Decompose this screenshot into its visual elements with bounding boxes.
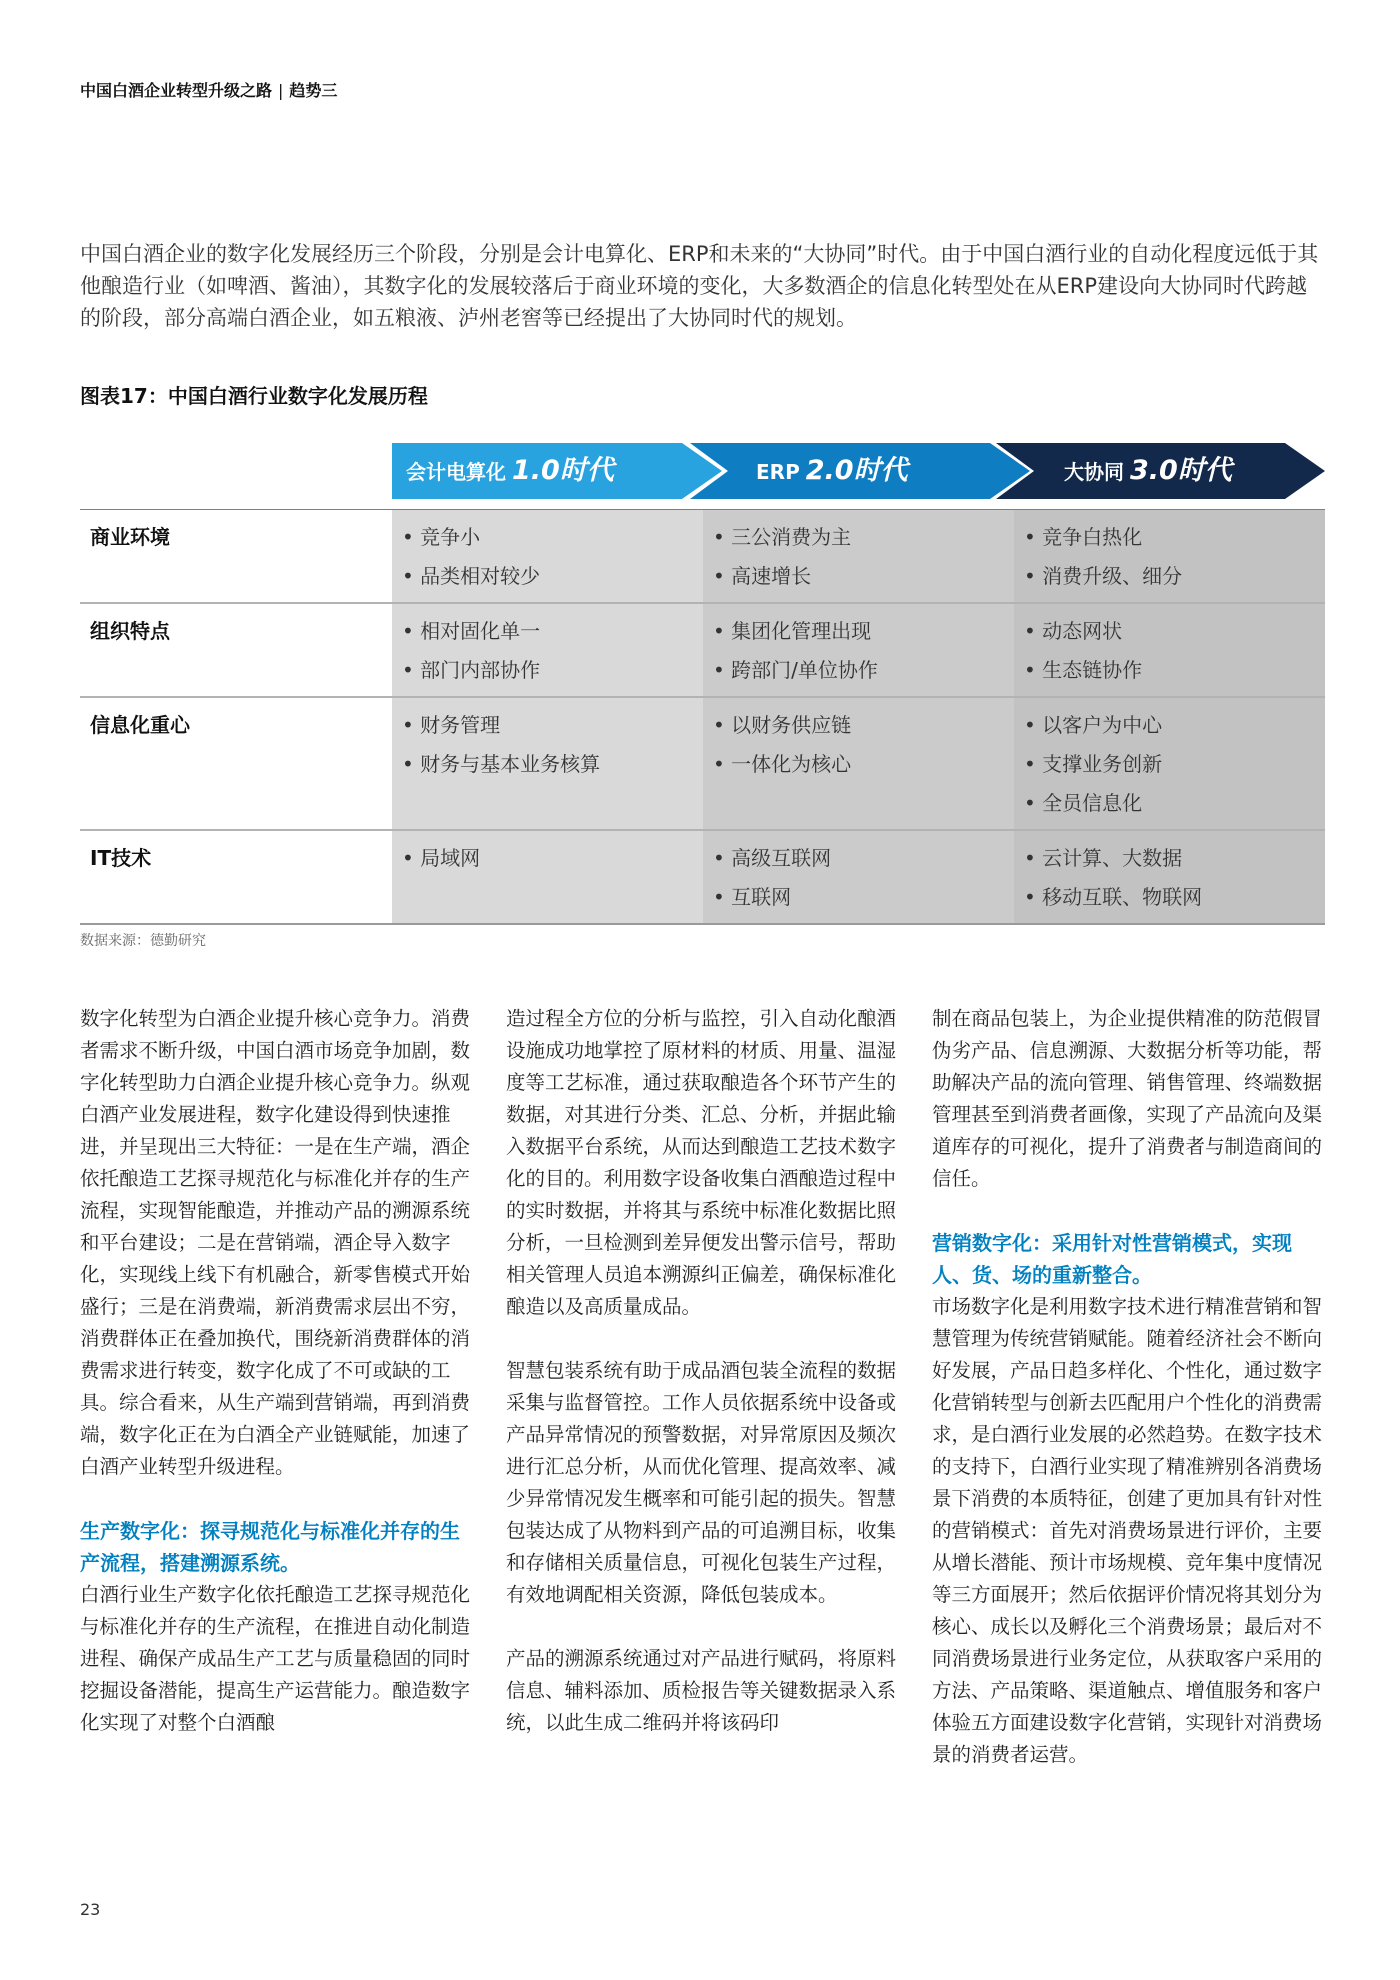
bullet-item: • 生态链协作 xyxy=(1024,651,1315,690)
table-row xyxy=(80,603,1325,697)
row-label: 商业环境 xyxy=(80,510,392,603)
stages-table xyxy=(80,510,1325,925)
stage-3-era: 3.0时代 xyxy=(1130,455,1232,486)
table-cell-c1 xyxy=(392,510,703,603)
table-cell-c1 xyxy=(392,603,703,697)
bullet-item: • 以财务供应链 xyxy=(713,706,1004,745)
figure-title: 图表17：中国白酒行业数字化发展历程 xyxy=(80,384,428,408)
table-cell-c3 xyxy=(1014,603,1325,697)
table-cell-c2 xyxy=(703,697,1014,830)
bullet-item: • 局域网 xyxy=(402,839,693,878)
bullet-item: • 相对固化单一 xyxy=(402,612,693,651)
column-left xyxy=(80,1003,475,1739)
table-cell-c3 xyxy=(1014,510,1325,603)
stage-arrow-1 xyxy=(392,443,722,499)
bullet-item: • 高速增长 xyxy=(713,557,1004,596)
stage-2-name: ERP xyxy=(756,460,800,484)
table-cell-c3 xyxy=(1014,697,1325,830)
bullet-item: • 竞争小 xyxy=(402,518,693,557)
bullet-item: • 财务管理 xyxy=(402,706,693,745)
bullet-item: • 一体化为核心 xyxy=(713,745,1004,784)
stage-1-name: 会计电算化 xyxy=(406,460,506,484)
left-paragraph-1: 数字化转型为白酒企业提升核心竞争力。消费者需求不断升级，中国白酒市场竞争加剧，数字化转型助力白酒企业提升核心竞争力。纵观白酒产业发展进程，数字化建设得到快速推进，并呈现出三大特征：一是在生产端，酒企依托酿造工艺探寻规范化与标准化并存的生产流程，实现智能酿造，并推动产品的溯源系统和平台建设；二是在营销端，酒企导入数字化，实现线上线下有机融合，新零售模式开始盛行；三是在消费端，新消费需求层出不穷，消费群体正在叠加换代，围绕新消费群体的消费需求进行转变，数字化成了不可或缺的工具。综合看来，从生产端到营销端，再到消费端，数字化正在为白酒全产业链赋能，加速了白酒产业转型升级进程。 xyxy=(80,1007,471,1478)
stage-1-era: 1.0时代 xyxy=(512,455,614,486)
stage-1-label xyxy=(406,443,614,499)
right-paragraph-1: 制在商品包装上，为企业提供精准的防范假冒伪劣产品、信息溯源、大数据分析等功能，帮助解决产品的流向管理、销售管理、终端数据管理甚至到消费者画像，实现了产品流向及渠道库存的可视化，提升了消费者与制造商间的信任。 xyxy=(932,1007,1323,1190)
column-right xyxy=(932,1003,1325,1771)
column-middle xyxy=(506,1003,901,1739)
table-cell-c1 xyxy=(392,697,703,830)
bullet-item: • 支撑业务创新 xyxy=(1024,745,1315,784)
bullet-item: • 动态网状 xyxy=(1024,612,1315,651)
bullet-item: • 财务与基本业务核算 xyxy=(402,745,693,784)
header-separator: | xyxy=(278,81,284,100)
bullet-item: • 品类相对较少 xyxy=(402,557,693,596)
bullet-item: • 互联网 xyxy=(713,878,1004,917)
mid-paragraph-1: 造过程全方位的分析与监控，引入自动化酿酒设施成功地掌控了原材料的材质、用量、温湿度等工艺标准，通过获取酿造各个环节产生的数据，对其进行分类、汇总、分析，并据此输入数据平台系统，从而达到酿造工艺技术数字化的目的。利用数字设备收集白酒酿造过程中的实时数据，并将其与系统中标准化数据比照分析，一旦检测到差异便发出警示信号，帮助相关管理人员追本溯源纠正偏差，确保标准化酿造以及高质量成品。 xyxy=(506,1007,897,1318)
stage-2-label xyxy=(756,443,908,499)
stage-arrow-3 xyxy=(996,443,1325,499)
header-section: 趋势三 xyxy=(289,81,338,100)
bullet-item: • 竞争白热化 xyxy=(1024,518,1315,557)
right-paragraph-2: 市场数字化是利用数字技术进行精准营销和智慧管理为传统营销赋能。随着经济社会不断向好发展，产品日趋多样化、个性化，通过数字化营销转型与创新去匹配用户个性化的消费需求，是白酒行业发展的必然趋势。在数字技术的支持下，白酒行业实现了精准辨别各消费场景下消费的本质特征，创建了更加具有针对性的营销模式：首先对消费场景进行评价，主要从增长潜能、预计市场规模、竞年集中度情况等三方面展开；然后依据评价情况将其划分为核心、成长以及孵化三个消费场景；最后对不同消费场景进行业务定位，从获取客户采用的方法、产品策略、渠道触点、增值服务和客户体验五方面建设数字化营销，实现针对消费场景的消费者运营。 xyxy=(932,1295,1323,1766)
bullet-item: • 三公消费为主 xyxy=(713,518,1004,557)
table-cell-c2 xyxy=(703,830,1014,924)
intro-paragraph: 中国白酒企业的数字化发展经历三个阶段，分别是会计电算化、ERP和未来的“大协同”时代。由于中国白酒行业的自动化程度远低于其他酿造行业（如啤酒、酱油），其数字化的发展较落后于商业环境的变化，大多数酒企的信息化转型处在从ERP建设向大协同时代跨越的阶段，部分高端白酒企业，如五粮液、泸州老窖等已经提出了大协同时代的规划。 xyxy=(80,242,1319,330)
bullet-item: • 跨部门/单位协作 xyxy=(713,651,1004,690)
table-cell-c3 xyxy=(1014,830,1325,924)
row-label: 组织特点 xyxy=(80,603,392,697)
bullet-item: • 以客户为中心 xyxy=(1024,706,1315,745)
bullet-item: • 消费升级、细分 xyxy=(1024,557,1315,596)
bullet-item: • 云计算、大数据 xyxy=(1024,839,1315,878)
stage-3-name: 大协同 xyxy=(1064,460,1124,484)
row-label: 信息化重心 xyxy=(80,697,392,830)
page-number: 23 xyxy=(80,1900,101,1919)
bullet-item: • 高级互联网 xyxy=(713,839,1004,878)
bullet-item: • 全员信息化 xyxy=(1024,784,1315,823)
running-header xyxy=(80,78,337,101)
stage-3-label xyxy=(1064,443,1232,499)
stage-2-era: 2.0时代 xyxy=(805,455,908,486)
row-label: IT技术 xyxy=(80,830,392,924)
bullet-item: • 集团化管理出现 xyxy=(713,612,1004,651)
header-title: 中国白酒企业转型升级之路 xyxy=(80,81,273,100)
table-cell-c2 xyxy=(703,510,1014,603)
figure-source: 数据来源：德勤研究 xyxy=(80,933,206,949)
table-cell-c2 xyxy=(703,603,1014,697)
left-heading-production: 生产数字化：探寻规范化与标准化并存的生产流程，搭建溯源系统。 xyxy=(80,1519,460,1575)
table-row xyxy=(80,697,1325,830)
right-heading-marketing: 营销数字化：采用针对性营销模式，实现人、货、场的重新整合。 xyxy=(932,1231,1292,1287)
left-paragraph-2: 白酒行业生产数字化依托酿造工艺探寻规范化与标准化并存的生产流程，在推进自动化制造进程、确保产成品生产工艺与质量稳固的同时挖掘设备潜能，提高生产运营能力。酿造数字化实现了对整个白酒酿 xyxy=(80,1583,471,1734)
table-row xyxy=(80,830,1325,924)
mid-paragraph-2: 智慧包装系统有助于成品酒包装全流程的数据采集与监督管控。工作人员依据系统中设备或产品异常情况的预警数据，对异常原因及频次进行汇总分析，从而优化管理、提高效率、减少异常情况发生概率和可能引起的损失。智慧包装达成了从物料到产品的可追溯目标，收集和存储相关质量信息，可视化包装生产过程，有效地调配相关资源，降低包装成本。 xyxy=(506,1359,897,1606)
bullet-item: • 部门内部协作 xyxy=(402,651,693,690)
bullet-item: • 移动互联、物联网 xyxy=(1024,878,1315,917)
mid-paragraph-3: 产品的溯源系统通过对产品进行赋码，将原料信息、辅料添加、质检报告等关键数据录入系统，以此生成二维码并将该码印 xyxy=(506,1647,897,1734)
table-row xyxy=(80,510,1325,603)
stage-arrow-2 xyxy=(690,443,1030,499)
table-cell-c1 xyxy=(392,830,703,924)
